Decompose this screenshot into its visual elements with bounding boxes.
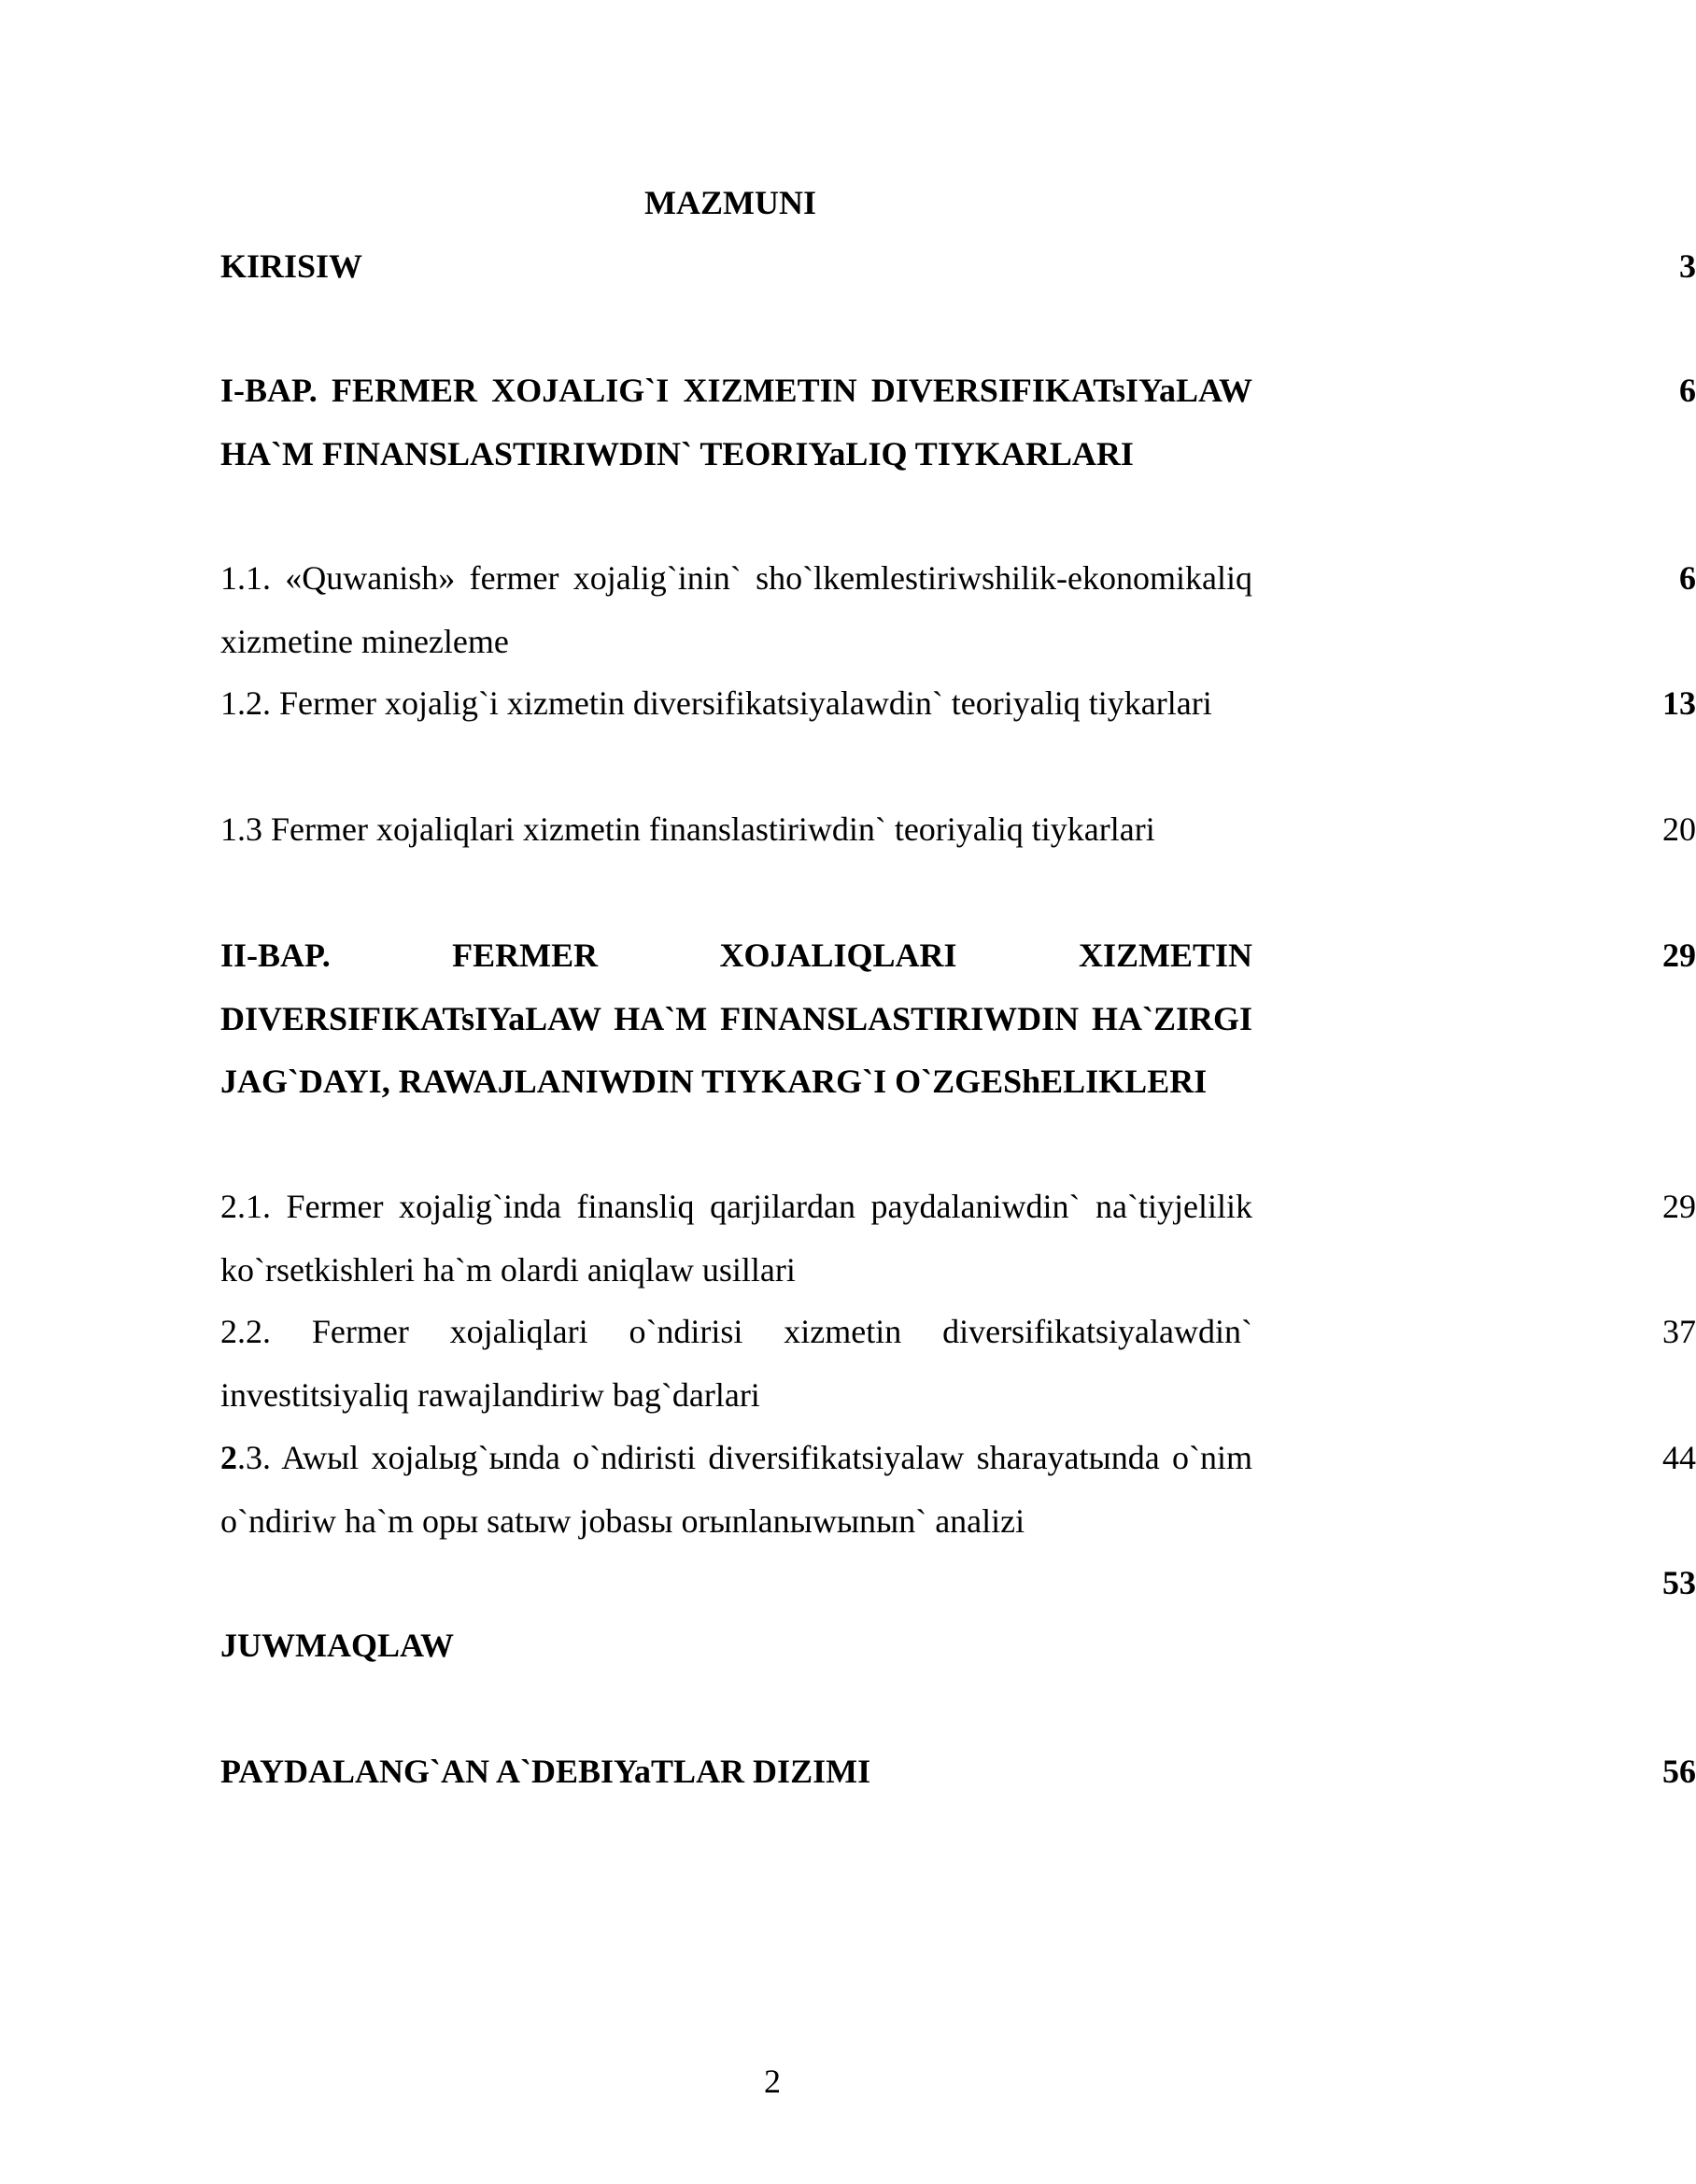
- toc-entry-page: 6: [1679, 372, 1696, 409]
- toc-entry-text: KIRISIW: [220, 247, 363, 285]
- toc-entry-text-rest: .3. Awыl xojalыg`ыnda o`ndiristi diversifikatsiyalaw sharayatыnda o`nim o`ndiriw ha`m opы satыw jobasы orыnlanыwыnыn` analizi: [220, 1439, 1252, 1540]
- toc-entry-text: 1.2. Fermer xojalig`i xizmetin diversifikatsiyalawdin` teoriyaliq tiykarlari: [220, 684, 1212, 722]
- toc-entry-page: 20: [1662, 810, 1696, 848]
- toc-entry-text: JUWMAQLAW: [220, 1627, 454, 1664]
- toc-entry-text-prefix: 2: [220, 1439, 237, 1476]
- toc-title: MAZMUNI: [644, 184, 816, 221]
- toc-entry-text: 1.1. «Quwanish» fermer xojalig`inin` sho`lkemlestiriwshilik-ekonomikaliq xizmetine minezleme: [220, 559, 1252, 660]
- toc-entry-page: 29: [1662, 1188, 1696, 1225]
- toc-entry-page: 6: [1679, 559, 1696, 597]
- toc-entry-page: 53: [1662, 1564, 1696, 1601]
- toc-entry-text: 1.3 Fermer xojaliqlari xizmetin finanslastiriwdin` teoriyaliq tiykarlari: [220, 810, 1155, 848]
- toc-entry-page: 44: [1662, 1439, 1696, 1476]
- page-number: 2: [764, 2063, 781, 2100]
- toc-entry-text: II-BAP. FERMER XOJALIQLARI XIZMETIN DIVERSIFIKATsIYaLAW HA`M FINANSLASTIRIWDIN HA`ZIRGI JAG`DAYI, RAWAJLANIWDIN TIYKARG`I O`ZGEShELIKLERI: [220, 937, 1252, 1100]
- toc-entry-text: 2.2. Fermer xojaliqlari o`ndirisi xizmetin diversifikatsiyalawdin` investitsiyaliq rawajlandiriw bag`darlari: [220, 1313, 1252, 1414]
- toc-entry-text: [220, 1427, 1252, 1553]
- toc-entry-text: PAYDALANG`AN A`DEBIYaTLAR DIZIMI: [220, 1753, 871, 1790]
- toc-entry-page: 56: [1662, 1753, 1696, 1790]
- toc-entry-text: 2.1. Fermer xojalig`inda finansliq qarjilardan paydalaniwdin` na`tiyjelilik ko`rsetkishleri ha`m olardi aniqlaw usillari: [220, 1188, 1252, 1289]
- toc-entry-text: I-BAP. FERMER XOJALIG`I XIZMETIN DIVERSIFIKATsIYaLAW HA`M FINANSLASTIRIWDIN` TEORIYaLIQ TIYKARLARI: [220, 372, 1252, 472]
- toc-entry-page: 13: [1662, 684, 1696, 722]
- toc-entry-page: 29: [1662, 937, 1696, 974]
- toc-entry-page: 37: [1662, 1313, 1696, 1350]
- toc-entry-page: 3: [1679, 247, 1696, 285]
